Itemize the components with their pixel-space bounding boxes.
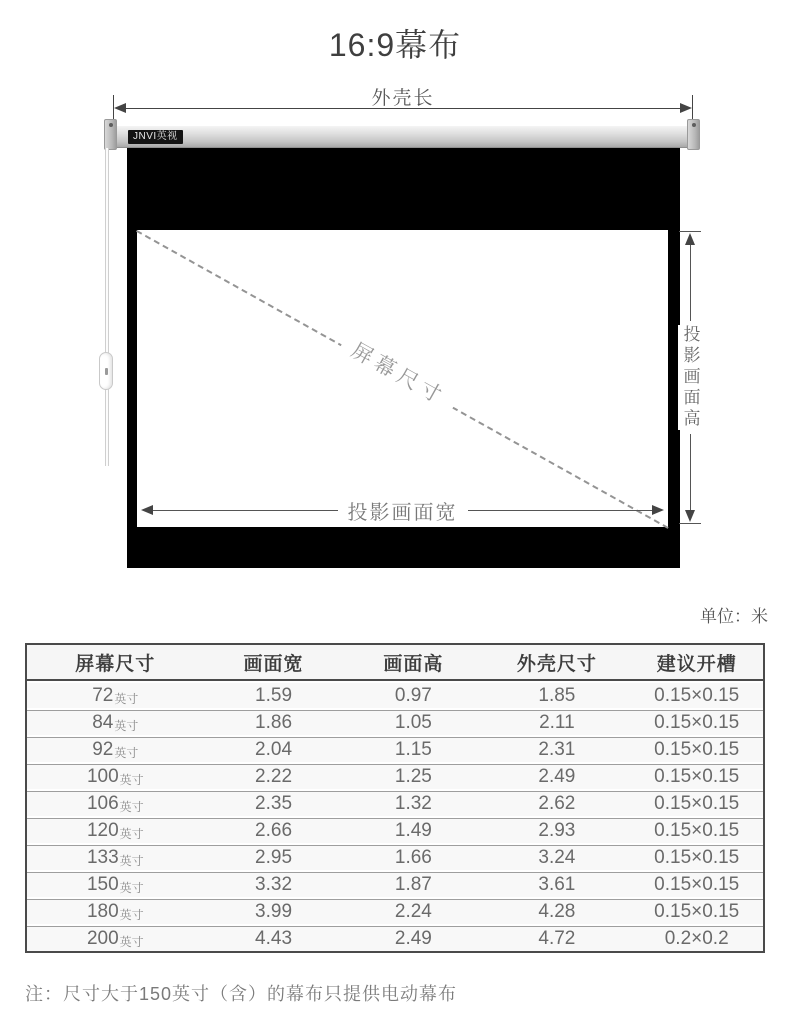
size-value: 72 bbox=[92, 684, 114, 706]
cell-height: 1.49 bbox=[394, 820, 432, 841]
cell-height: 1.05 bbox=[394, 712, 432, 733]
projection-area bbox=[137, 230, 668, 527]
table-row bbox=[27, 791, 763, 816]
cell-height: 2.24 bbox=[394, 901, 432, 922]
cell-height: 0.97 bbox=[394, 684, 432, 706]
cell-case: 3.24 bbox=[538, 847, 576, 868]
cell-case: 4.28 bbox=[538, 901, 576, 922]
size-unit-suffix: 英寸 bbox=[119, 773, 144, 787]
cell-case: 2.93 bbox=[538, 820, 576, 841]
cell-size bbox=[27, 900, 204, 924]
dimension-line-segment bbox=[690, 245, 691, 321]
cell-slot: 0.15×0.15 bbox=[654, 901, 740, 922]
cell-size bbox=[27, 873, 204, 897]
header-case-size: 外壳尺寸 bbox=[516, 653, 597, 675]
size-unit-suffix: 英寸 bbox=[114, 746, 139, 760]
size-value: 92 bbox=[92, 739, 114, 760]
screen-black-border bbox=[127, 148, 680, 568]
cell-case: 2.11 bbox=[539, 712, 575, 733]
dimension-line-segment bbox=[153, 510, 338, 511]
arrowhead-left-icon bbox=[141, 505, 153, 515]
cell-case: 2.49 bbox=[538, 766, 576, 787]
cell-case: 3.61 bbox=[538, 874, 576, 895]
cell-height: 2.49 bbox=[394, 928, 432, 949]
arrowhead-right-icon bbox=[680, 103, 692, 113]
table-row bbox=[27, 926, 763, 951]
arrowhead-right-icon bbox=[652, 505, 664, 515]
size-value: 200 bbox=[86, 928, 119, 949]
dimension-tick-top bbox=[679, 231, 701, 232]
housing-length-dimension bbox=[113, 95, 693, 128]
dimension-line-segment bbox=[468, 510, 653, 511]
table-row bbox=[27, 872, 763, 897]
cell-height: 1.25 bbox=[394, 766, 432, 787]
screen-diagonal-label: 屏幕尺寸 bbox=[334, 326, 463, 420]
projection-width-label: 投影画面宽 bbox=[347, 501, 458, 524]
cell-size bbox=[27, 683, 204, 708]
cell-height: 1.66 bbox=[394, 847, 432, 868]
header-slot-suggestion: 建议开槽 bbox=[656, 653, 737, 675]
table-row bbox=[27, 818, 763, 843]
screw-dot-icon bbox=[692, 123, 696, 127]
dimension-line-segment bbox=[126, 108, 680, 109]
table-row bbox=[27, 737, 763, 762]
cell-slot: 0.15×0.15 bbox=[654, 766, 740, 787]
table-row bbox=[27, 683, 763, 708]
size-unit-suffix: 英寸 bbox=[114, 691, 139, 706]
cell-height: 1.87 bbox=[394, 874, 432, 895]
cell-height: 1.32 bbox=[394, 793, 432, 814]
cell-width: 1.59 bbox=[255, 684, 293, 706]
cell-width: 3.32 bbox=[255, 874, 293, 895]
size-unit-suffix: 英寸 bbox=[119, 827, 144, 841]
cell-slot: 0.15×0.15 bbox=[654, 793, 740, 814]
cell-width: 2.66 bbox=[255, 820, 293, 841]
size-unit-suffix: 英寸 bbox=[119, 881, 144, 895]
cell-size bbox=[27, 792, 204, 816]
cell-slot: 0.15×0.15 bbox=[654, 712, 740, 733]
size-unit-suffix: 英寸 bbox=[119, 908, 144, 922]
size-value: 150 bbox=[86, 874, 119, 895]
mount-bracket-right bbox=[687, 119, 700, 150]
spec-table-body bbox=[27, 683, 763, 951]
unit-label: 单位：米 bbox=[700, 607, 768, 626]
cell-size bbox=[27, 711, 204, 735]
mount-bracket-left bbox=[104, 119, 117, 150]
cell-size bbox=[27, 927, 204, 951]
cell-height: 1.15 bbox=[394, 739, 432, 760]
cell-slot: 0.15×0.15 bbox=[654, 739, 740, 760]
size-value: 100 bbox=[86, 766, 119, 787]
size-value: 84 bbox=[92, 712, 114, 733]
size-value: 180 bbox=[86, 901, 119, 922]
cell-case: 1.85 bbox=[538, 684, 576, 706]
dimension-line bbox=[114, 103, 692, 113]
size-value: 106 bbox=[86, 793, 119, 814]
table-row bbox=[27, 710, 763, 735]
handle-dot-icon bbox=[105, 368, 108, 375]
brand-logo: JNVI英视 bbox=[128, 130, 183, 144]
dimension-line-segment bbox=[690, 434, 691, 510]
table-row bbox=[27, 899, 763, 924]
arrowhead-left-icon bbox=[114, 103, 126, 113]
cell-slot: 0.15×0.15 bbox=[654, 820, 740, 841]
cell-width: 4.43 bbox=[255, 928, 293, 949]
cell-width: 2.35 bbox=[255, 793, 293, 814]
pull-cord bbox=[105, 148, 109, 466]
projection-height-label: 投影画面高 bbox=[678, 325, 703, 430]
table-row bbox=[27, 764, 763, 789]
header-image-width: 画面宽 bbox=[243, 653, 304, 675]
size-value: 120 bbox=[86, 820, 119, 841]
table-row bbox=[27, 845, 763, 870]
cell-width: 1.86 bbox=[255, 712, 293, 733]
cell-slot: 0.15×0.15 bbox=[654, 684, 740, 706]
cell-slot: 0.2×0.2 bbox=[664, 928, 729, 949]
footnote: 注：尺寸大于150英寸（含）的幕布只提供电动幕布 bbox=[25, 984, 458, 1004]
cell-width: 2.22 bbox=[255, 766, 293, 787]
screw-dot-icon bbox=[109, 123, 113, 127]
size-value: 133 bbox=[86, 847, 119, 868]
spec-table-header bbox=[27, 645, 763, 681]
projection-width-dimension bbox=[141, 497, 664, 523]
size-unit-suffix: 英寸 bbox=[114, 719, 139, 733]
cell-slot: 0.15×0.15 bbox=[654, 847, 740, 868]
cell-slot: 0.15×0.15 bbox=[654, 874, 740, 895]
dimension-tick-bottom bbox=[679, 523, 701, 524]
arrowhead-up-icon bbox=[685, 233, 695, 245]
cell-width: 2.04 bbox=[255, 739, 293, 760]
cell-width: 3.99 bbox=[255, 901, 293, 922]
projection-height-dimension bbox=[679, 231, 701, 524]
cell-case: 2.62 bbox=[538, 793, 576, 814]
arrowhead-down-icon bbox=[685, 510, 695, 522]
cell-size bbox=[27, 765, 204, 789]
cell-case: 4.72 bbox=[538, 928, 576, 949]
cell-size bbox=[27, 738, 204, 762]
size-unit-suffix: 英寸 bbox=[119, 935, 144, 949]
cell-case: 2.31 bbox=[538, 739, 576, 760]
housing-length-label: 外壳长 bbox=[371, 88, 435, 109]
cell-size bbox=[27, 819, 204, 843]
header-image-height: 画面高 bbox=[383, 653, 444, 675]
screen-housing-bar bbox=[104, 126, 700, 148]
page-title: 16:9幕布 bbox=[328, 27, 462, 63]
header-screen-size: 屏幕尺寸 bbox=[75, 653, 156, 675]
size-unit-suffix: 英寸 bbox=[119, 854, 144, 868]
spec-table bbox=[25, 643, 765, 953]
cell-width: 2.95 bbox=[255, 847, 293, 868]
pull-cord-handle bbox=[99, 352, 113, 390]
size-unit-suffix: 英寸 bbox=[119, 800, 144, 814]
cell-size bbox=[27, 846, 204, 870]
